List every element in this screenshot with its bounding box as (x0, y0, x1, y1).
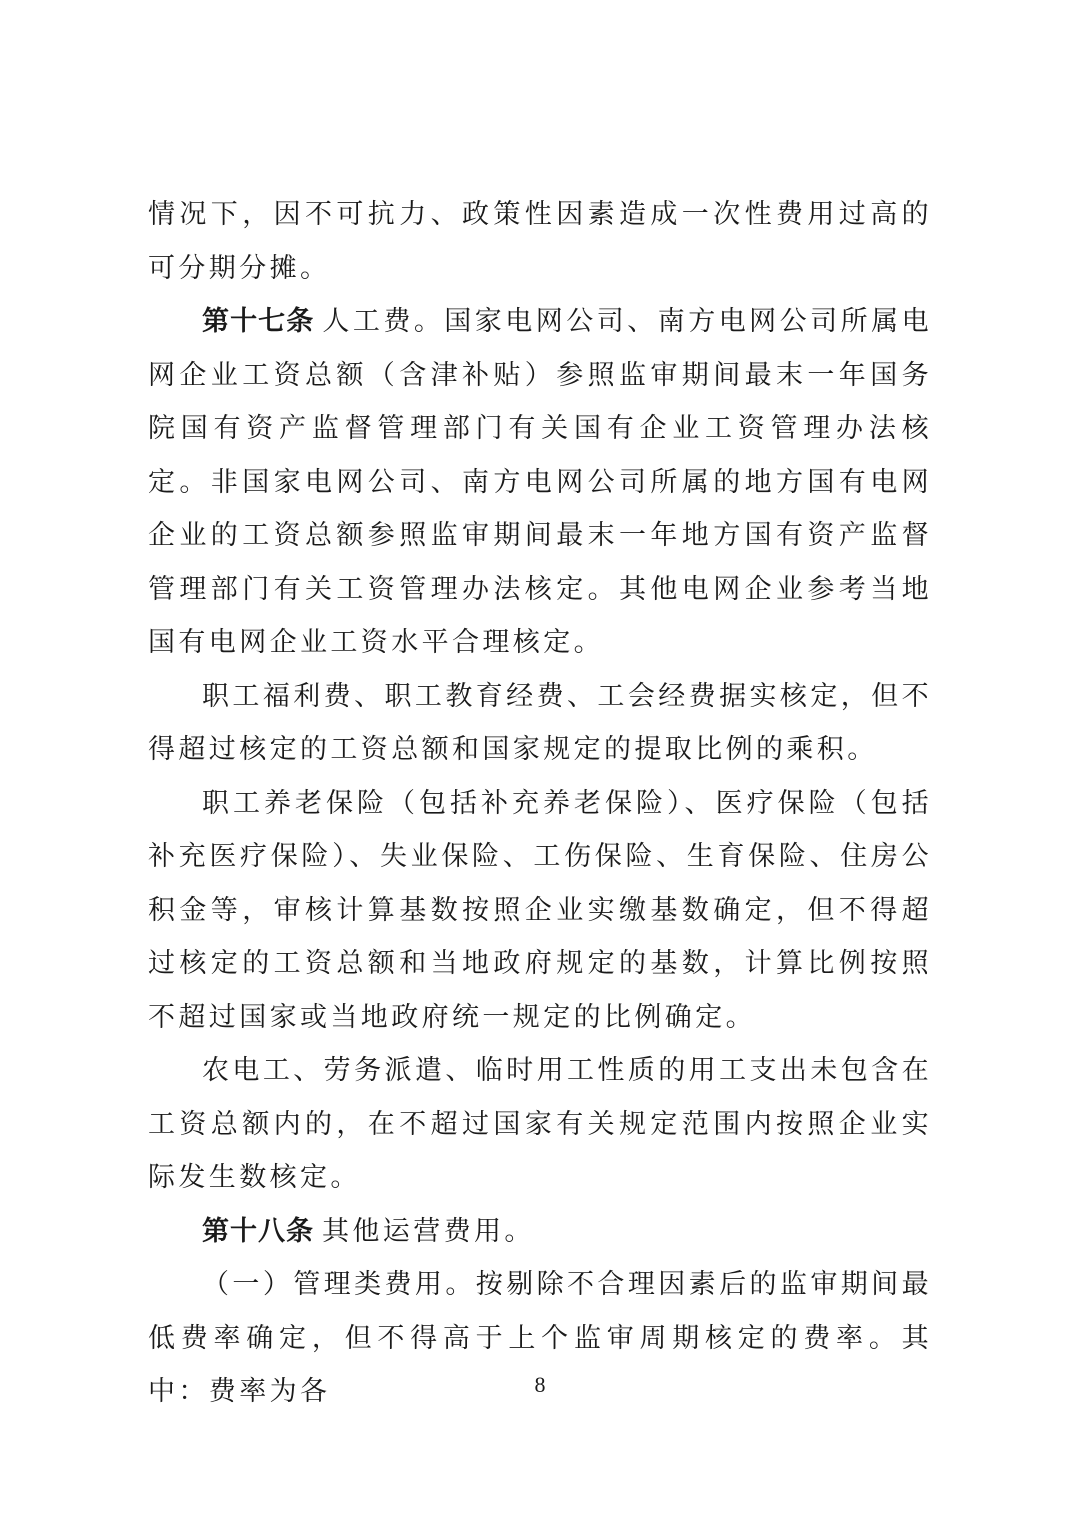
paragraph-text: 职工福利费、职工教育经费、工会经费据实核定，但不得超过核定的工资总额和国家规定的提取比例的乘积。 (148, 680, 932, 765)
paragraph-labor (148, 1044, 932, 1205)
page-number: 8 (534, 1372, 546, 1397)
article-heading: 第十八条 (202, 1215, 314, 1247)
article-heading: 第十七条 (202, 306, 315, 337)
paragraph-insurance (148, 777, 932, 1045)
paragraph-text: 情况下，因不可抗力、政策性因素造成一次性费用过高的可分期分摊。 (148, 199, 932, 284)
paragraph-text: 其他运营费用。 (322, 1215, 535, 1247)
document-body (148, 188, 932, 1419)
paragraph-article-17 (148, 295, 932, 670)
paragraph-text: （一）管理类费用。按剔除不合理因素后的监审期间最低费率确定，但不得高于上个监审周期核定的费率。其中：费率为各 (148, 1269, 932, 1407)
paragraph-continuation (148, 188, 932, 295)
paragraph-text: 职工养老保险（包括补充养老保险）、医疗保险（包括补充医疗保险）、失业保险、工伤保险、生育保险、住房公积金等，审核计算基数按照企业实缴基数确定，但不得超过核定的工资总额和当地政府规定的基数，计算比例按照不超过国家或当地政府统一规定的比例确定。 (148, 787, 932, 1033)
paragraph-article-18 (148, 1205, 932, 1259)
paragraph-welfare (148, 670, 932, 777)
paragraph-text: 人工费。国家电网公司、南方电网公司所属电网企业工资总额（含津补贴）参照监审期间最末一年国务院国有资产监督管理部门有关国有企业工资管理办法核定。非国家电网公司、南方电网公司所属的地方国有电网企业的工资总额参照监审期间最末一年地方国有资产监督管理部门有关工资管理办法核定。其他电网企业参考当地国有电网企业工资水平合理核定。 (148, 306, 933, 658)
paragraph-text: 农电工、劳务派遣、临时用工性质的用工支出未包含在工资总额内的，在不超过国家有关规定范围内按照企业实际发生数核定。 (148, 1055, 932, 1193)
